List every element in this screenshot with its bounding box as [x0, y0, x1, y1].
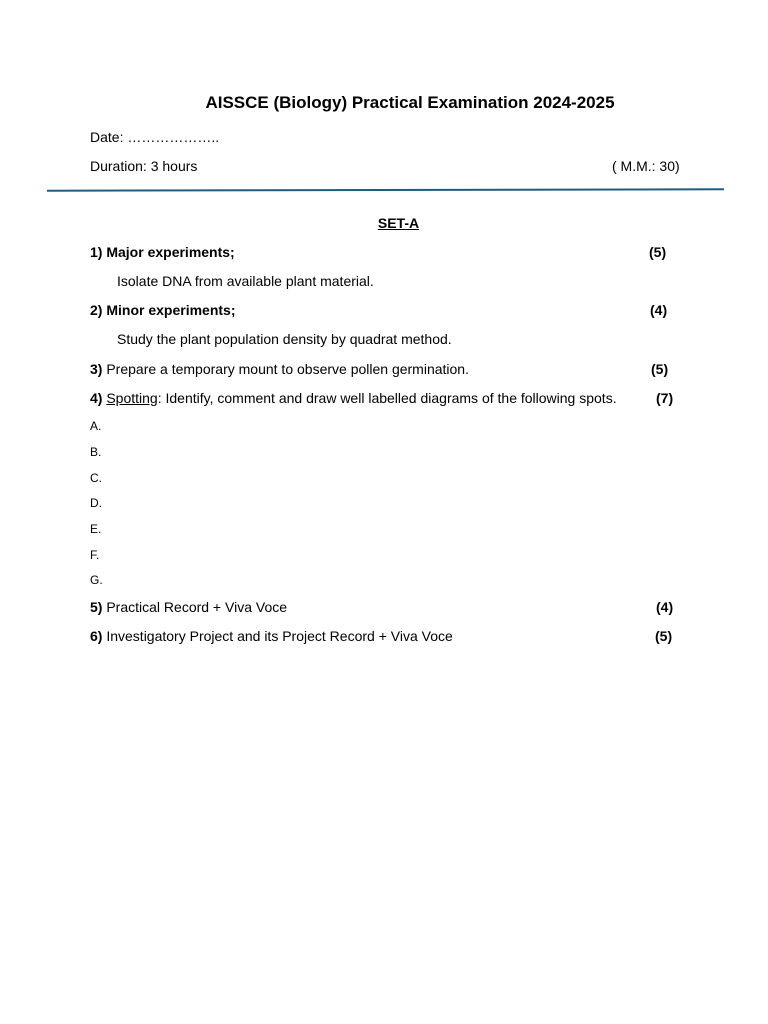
question-title: Major experiments;	[106, 244, 235, 260]
question-number: 5)	[90, 599, 103, 615]
question-text: Prepare a temporary mount to observe pollen germination.	[106, 361, 469, 377]
spotting-label: Spotting	[106, 390, 158, 406]
question-title: Minor experiments;	[106, 302, 236, 318]
question-marks: (4)	[656, 599, 674, 615]
spot-item: C.	[90, 471, 102, 485]
question-marks: (4)	[650, 302, 668, 318]
spot-item: D.	[90, 496, 102, 510]
question-text: Practical Record + Viva Voce	[106, 599, 288, 615]
question-5	[90, 599, 287, 615]
question-detail: Isolate DNA from available plant material.	[117, 273, 374, 289]
question-text: Investigatory Project and its Project Record + Viva Voce	[106, 628, 453, 644]
question-marks: (5)	[655, 628, 673, 644]
question-number: 6)	[90, 628, 103, 644]
spot-item: B.	[90, 445, 102, 459]
question-4	[90, 390, 617, 406]
question-number: 4)	[90, 390, 103, 406]
question-text: : Identify, comment and draw well labelled diagrams of the following spots.	[157, 390, 617, 406]
spot-item: E.	[90, 522, 102, 536]
question-number: 1)	[90, 244, 103, 260]
duration-line: Duration: 3 hours	[90, 158, 198, 174]
question-marks: (5)	[649, 244, 667, 260]
question-number: 3)	[90, 361, 103, 377]
page-title: AISSCE (Biology) Practical Examination 2024-2025	[205, 93, 615, 112]
spot-item: F.	[90, 548, 100, 562]
question-3	[90, 361, 469, 377]
question-6	[90, 628, 453, 644]
question-2	[90, 302, 235, 318]
spot-item: A.	[90, 419, 102, 433]
question-number: 2)	[90, 302, 103, 318]
set-label: SET-A	[377, 215, 420, 231]
question-marks: (5)	[651, 361, 669, 377]
question-detail: Study the plant population density by quadrat method.	[117, 331, 452, 347]
question-1	[90, 244, 235, 260]
header-divider	[47, 188, 724, 191]
max-marks: ( M.M.: 30)	[612, 158, 680, 174]
spot-item: G.	[90, 573, 103, 587]
date-line: Date: ………………..	[90, 129, 220, 145]
question-marks: (7)	[656, 390, 674, 406]
